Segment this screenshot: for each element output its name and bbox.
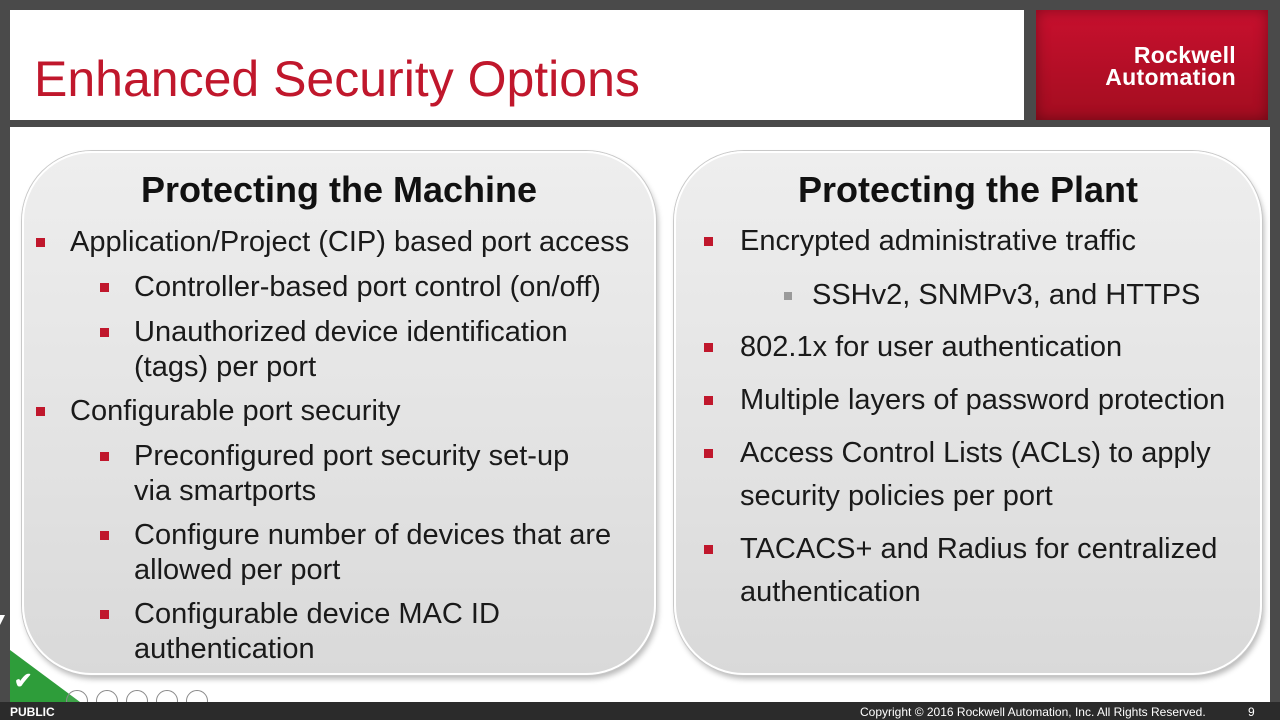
list-item [70,225,629,260]
list-item-line: Access Control Lists (ACLs) to apply [740,437,1211,469]
list-item-line: Configurable port security [70,395,401,427]
list-item-line: authentication [740,576,921,608]
title-bar [10,10,1024,120]
bullet-square-icon [704,545,713,554]
list-item [740,330,1122,365]
bullet-square-icon [704,449,713,458]
copyright-text: Copyright © 2016 Rockwell Automation, Inc. All Rights Reserved. [860,705,1206,719]
list-item-line: 802.1x for user authentication [740,331,1123,363]
list-item-line: Encrypted administrative traffic [740,225,1136,257]
list-item-line: security policies per port [740,480,1053,512]
logo-line-2: Automation [1105,64,1236,90]
list-item-line: TACACS+ and Radius for centralized [740,533,1218,565]
list-item [740,383,1225,418]
panel-protecting-plant [674,151,1262,675]
list-item-line: allowed per port [134,554,341,586]
bullet-square-icon [100,531,109,540]
list-item [740,532,1217,610]
list-item-line: Unauthorized device identification [134,316,568,348]
list-item-line: Multiple layers of password protection [740,384,1226,416]
page-number: 9 [1248,705,1255,719]
list-item-line: via smartports [134,475,317,507]
list-item-line: SSHv2, SNMPv3, and HTTPS [812,279,1201,311]
list-item [70,394,400,429]
bullet-square-icon [100,328,109,337]
bullet-square-icon [704,237,713,246]
bullet-square-icon [36,407,45,416]
list-item-line: (tags) per port [134,351,317,383]
slide-title: Enhanced Security Options [34,51,640,107]
list-item-line: Preconfigured port security set-up [134,440,570,472]
check-icon: ✔ [14,668,33,693]
bullet-square-icon [100,452,109,461]
list-item [134,439,569,509]
list-item-line: authentication [134,633,315,665]
logo-line-1: Rockwell [1133,42,1236,68]
list-item-line: Controller-based port control (on/off) [134,271,601,303]
list-item-line: Configurable device MAC ID [134,598,500,630]
slide-content [10,127,1270,702]
list-item [740,224,1136,259]
list-item [134,518,611,588]
bullet-square-icon [784,292,792,300]
list-item [134,597,500,667]
bullet-square-icon [100,283,109,292]
panel-protecting-machine [22,151,656,675]
list-item [812,278,1200,313]
panel-heading: Protecting the Plant [797,169,1139,210]
list-item-line: Application/Project (CIP) based port access [70,226,630,258]
bullet-square-icon [704,396,713,405]
bullet-square-icon [100,610,109,619]
list-item [134,315,568,385]
list-item [740,436,1211,514]
logo-text [1105,44,1236,88]
bullet-square-icon [36,238,45,247]
cursor-icon [0,615,5,625]
list-item-line: Configure number of devices that are [134,519,612,551]
footer [0,702,1280,720]
panel-heading: Protecting the Machine [140,169,538,210]
bullet-square-icon [704,343,713,352]
rockwell-logo [1036,10,1268,120]
classification-label: PUBLIC [10,705,55,719]
list-item [134,270,601,305]
